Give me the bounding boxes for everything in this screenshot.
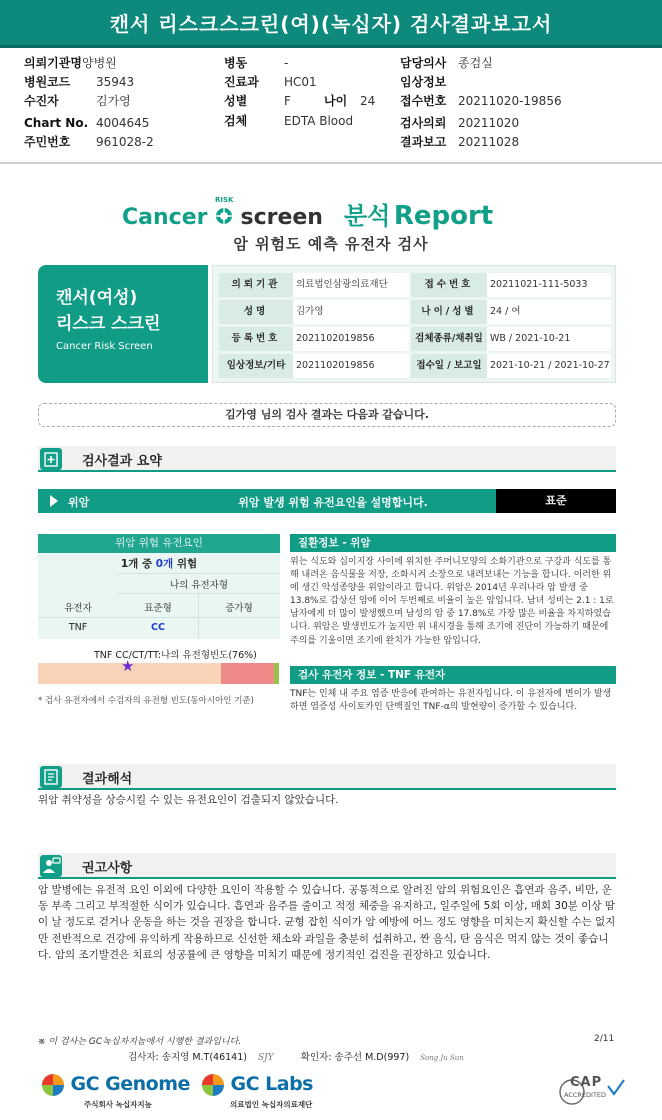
recommendation-section-header: [38, 853, 616, 879]
gene-info-header: 검사 유전자 정보 - TNF 유전자: [290, 666, 616, 684]
gc-cross-icon: [42, 1074, 64, 1096]
clinical-label: 임상정보: [400, 75, 447, 89]
gene-info-text: TNF는 인체 내 주요 염증 반응에 관여하는 유전자입니다. 이 유전자에 변이가 발생하면 염증성 사이토카인 단백질인 TNF-α의 발현량이 증가할 수 있습니다.: [290, 689, 612, 713]
card-title-2: 리스크 스크린: [56, 314, 161, 334]
hospital-code-value: 35943: [96, 75, 135, 89]
request-label: 검사의뢰: [400, 116, 447, 130]
examiner-signature: SJY: [258, 1053, 274, 1063]
report-document-icon: [40, 766, 62, 788]
summary-title: 검사결과 요약: [82, 454, 162, 469]
receipt-value: 20211020-19856: [458, 94, 562, 108]
cap-accredited-logo: [558, 1072, 628, 1112]
risk-count: [38, 556, 280, 571]
patient-value: 김가영: [96, 94, 131, 108]
cell-label: 성명: [219, 300, 293, 324]
logo-analysis: 분석: [343, 202, 391, 230]
stomach-cancer-bar: [38, 489, 616, 513]
chart-label: Chart No.: [24, 116, 89, 130]
count-value: 0개: [155, 558, 174, 570]
frequency-note: * 검사 유전자에서 수검자의 유전형 빈도(동아시아인 기준): [38, 696, 254, 706]
standard-header: 표준형: [144, 603, 172, 614]
card-title-en: Cancer Risk Screen: [56, 341, 153, 352]
cell-value: 2021-10-21 / 2021-10-27: [487, 354, 611, 378]
logo-report: Report: [393, 201, 494, 231]
doctor-label: 담당의사: [400, 56, 447, 70]
logo-screen: screen: [240, 205, 323, 230]
cell-label: 임상정보/기타: [219, 354, 293, 378]
risk-target-icon: [213, 196, 235, 227]
report-title: 캔서 리스크스크린(여)(녹십자) 검사결과보고서: [0, 0, 662, 48]
card-title-1: 캔서(여성): [56, 288, 138, 308]
risk-factor-table: [38, 553, 280, 639]
count-suffix: 위험: [176, 558, 198, 570]
gc-genome-name: GC Genome: [70, 1073, 190, 1095]
patient-label: 수진자: [24, 94, 59, 108]
specimen-label: 검체: [224, 114, 248, 128]
cell-label: 검체종류/채취일: [411, 327, 487, 351]
hospital-code-label: 병원코드: [24, 75, 71, 89]
report-subtitle: 암 위험도 예측 유전자 검사: [233, 235, 429, 253]
disease-info-text: 위는 식도와 십이지장 사이에 위치한 주머니모양의 소화기관으로 구강과 식도를 통해 내려온 음식물을 저장, 소화시켜 소장으로 내려보내는 기능을 합니다. 이러한 위에 생긴 악성종양을 위암이라고 합니다. 위암은 2014년 우리나라 암 발생 중 13.8%로 갑상선 암에 이어 두번째로 비율이 높은 암입니다. 남녀 성비는 2.1 : 1로 남자에게 더 많이 발생했으며 남성의 암 중 17.8%로 가장 많은 비율을 차지하였습니다. 위암은 발생빈도가 높지만 위 내시경을 통해 조기에 진단이 가능하기 때문에 주의를 기울이면 조기에 완치가 가능한 암입니다.: [290, 557, 614, 646]
gc-cross-icon: [202, 1074, 224, 1096]
cell-value: 김가영: [293, 300, 409, 324]
cell-value: 2021102019856: [293, 354, 409, 378]
receipt-label: 접수번호: [400, 94, 447, 108]
disease-info-header: 질환정보 - 위암: [290, 534, 616, 552]
add-document-icon: [40, 448, 62, 470]
sex-value: F: [284, 94, 291, 108]
rrn-value: 961028-2: [96, 135, 154, 149]
cell-value: 24 / 여: [487, 300, 611, 324]
dept-label: 진료과: [224, 75, 259, 89]
cell-label: 의뢰기관: [219, 273, 293, 297]
cell-label: 접수번호: [411, 273, 487, 297]
genotype-frequency-label: TNF CC/CT/TT:나의 유전형빈도(76%): [94, 650, 257, 661]
logo-risk: RISK: [214, 196, 234, 204]
examiner-label: 검사자:: [128, 1052, 159, 1063]
gene-name: TNF: [68, 622, 88, 633]
signature-line: [128, 1049, 464, 1063]
confirmer-label: 확인자:: [300, 1052, 332, 1063]
footer-note: ※ 이 검사는 GC녹십자지놈에서 시행한 결과입니다.: [38, 1037, 242, 1047]
recommendation-title: 권고사항: [82, 861, 133, 876]
cell-label: 등록번호: [219, 327, 293, 351]
sample-info-table: [212, 265, 616, 383]
frequency-bar-increased: [221, 663, 274, 684]
cell-value: 2021102019856: [293, 327, 409, 351]
my-genotype-header: 나의 유전자형: [169, 580, 229, 591]
age-label: 나이: [324, 94, 348, 108]
sex-label: 성별: [224, 94, 248, 108]
cap-accredited-text: ACCREDITED: [564, 1091, 607, 1099]
confirmer-signature: Song Ju Sun: [420, 1054, 464, 1062]
consultation-icon: [40, 855, 62, 877]
dept-value: HC01: [284, 75, 317, 89]
gene-column-label: 유전자: [64, 603, 92, 614]
cancer-risk-screen-logo: [122, 196, 542, 236]
age-value: 24: [360, 94, 376, 108]
institution-label: 의뢰기관명: [24, 56, 82, 70]
logo-cancer: Cancer: [122, 205, 208, 230]
risk-factor-header: 위암 위험 유전요인: [38, 534, 280, 553]
page-number: 2/11: [594, 1034, 615, 1044]
cancer-description: 위암 발생 위험 유전요인을 설명합니다.: [238, 496, 428, 509]
report-date-label: 결과보고: [400, 135, 447, 149]
cancer-name: 위암: [68, 496, 90, 509]
interpretation-section-header: [38, 764, 616, 790]
cell-value: 20211021-111-5033: [487, 273, 611, 297]
institution-value: 양병원: [82, 56, 117, 70]
confirmer-name: 송주선 M.D(997): [334, 1052, 410, 1063]
result-notice: 김가영 님의 검사 결과는 다음과 같습니다.: [38, 403, 616, 427]
frequency-bar-marker: [274, 663, 279, 684]
cell-value: 의료법인삼광의료재단: [293, 273, 409, 297]
chart-value: 4004645: [96, 116, 150, 130]
gc-genome-logo: [42, 1073, 192, 1109]
cell-label: 나이/성별: [411, 300, 487, 324]
increased-header: 증가형: [225, 603, 253, 614]
gene-standard-value: CC: [151, 622, 165, 633]
rrn-label: 주민번호: [24, 135, 71, 149]
cell-label: 접수일 / 보고일: [411, 354, 487, 378]
request-value: 20211020: [458, 116, 520, 130]
cap-text: CAP: [570, 1075, 603, 1090]
gc-genome-subtitle: 주식회사 녹십자지놈: [84, 1100, 152, 1109]
specimen-value: EDTA Blood: [284, 114, 354, 128]
gc-labs-subtitle: 의료법인 녹십자의료재단: [230, 1100, 313, 1109]
gc-labs-name: GC Labs: [230, 1073, 313, 1095]
star-icon: ★: [121, 657, 135, 675]
recommendation-text: 암 발병에는 유전적 요인 이외에 다양한 요인이 작용할 수 있습니다. 공통적으로 알려진 암의 위험요인은 흡연과 음주, 비만, 운동 부족 그리고 부적절한 식이가 있습니다. 흡연과 음주를 줄이고 적정 체중을 유지하고, 일주일에 5회 이상, 매회 30분 이상 땀이 날 정도로 걷거나 운동을 하는 것을 권장을 합니다. 균형 잡힌 식이가 암 예방에 어느 정도 영향을 미치는지 확신할 수는 없지만 전반적으로 건강에 유익하게 작용하므로 신선한 채소와 과일을 충분히 섭취하고, 짠 음식, 탄 음식은 먹지 않는 것이 좋습니다. 암의 조기발견은 치료의 성공률에 큰 영향을 미치기 때문에 정기적인 검진을 권장하고 있습니다.: [38, 884, 616, 961]
examiner-name: 송지영 M.T(46141): [161, 1052, 247, 1063]
divider: [0, 162, 662, 164]
cell-value: WB / 2021-10-21: [487, 327, 611, 351]
interpretation-text: 위암 취약성을 상승시킬 수 있는 유전요인이 검출되지 않았습니다.: [38, 794, 339, 806]
count-prefix: 1개 중: [120, 558, 153, 570]
play-arrow-icon: [50, 495, 58, 507]
product-card: [38, 265, 208, 383]
interpretation-title: 결과해석: [82, 772, 133, 787]
summary-section-header: [38, 446, 616, 472]
report-date-value: 20211028: [458, 135, 520, 149]
result-badge: 표준: [496, 489, 616, 513]
doctor-value: 종검실: [458, 56, 493, 70]
ward-value: -: [284, 56, 289, 70]
gc-labs-logo: [202, 1073, 332, 1109]
ward-label: 병동: [224, 56, 248, 70]
